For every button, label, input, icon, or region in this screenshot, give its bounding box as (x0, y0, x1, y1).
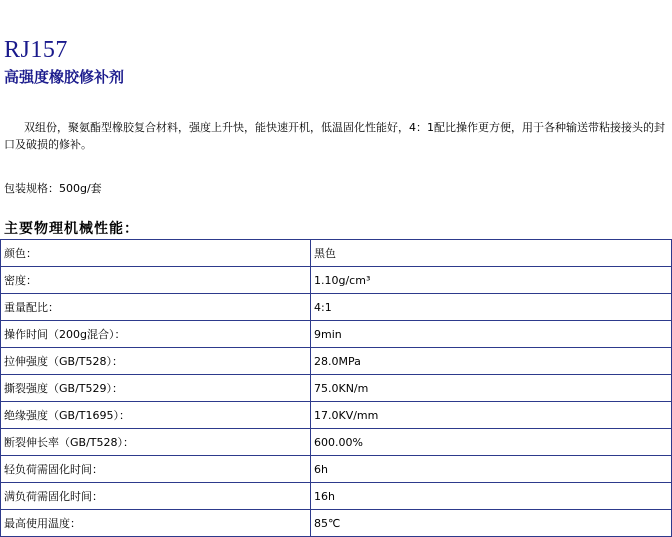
property-value: 9min (311, 321, 672, 348)
product-description-block (4, 119, 670, 153)
property-label: 颜色： (1, 240, 311, 267)
property-value: 6h (311, 456, 672, 483)
properties-table (0, 239, 672, 537)
property-value: 600.00% (311, 429, 672, 456)
table-row (1, 375, 672, 402)
property-label: 拉伸强度（GB/T528）： (1, 348, 311, 375)
property-label: 轻负荷需固化时间： (1, 456, 311, 483)
property-label: 密度： (1, 267, 311, 294)
property-label: 最高使用温度： (1, 510, 311, 537)
property-label: 操作时间（200g混合）： (1, 321, 311, 348)
table-row (1, 402, 672, 429)
table-row (1, 267, 672, 294)
property-label: 绝缘强度（GB/T1695）： (1, 402, 311, 429)
table-row (1, 321, 672, 348)
property-label: 断裂伸长率（GB/T528）： (1, 429, 311, 456)
property-value: 4:1 (311, 294, 672, 321)
table-row (1, 348, 672, 375)
property-value: 16h (311, 483, 672, 510)
section-title: 主要物理机械性能： (4, 221, 139, 237)
property-label: 撕裂强度（GB/T529）： (1, 375, 311, 402)
property-value: 85℃ (311, 510, 672, 537)
property-value: 黑色 (311, 240, 672, 267)
property-label: 满负荷需固化时间： (1, 483, 311, 510)
property-value: 28.0MPa (311, 348, 672, 375)
property-value: 75.0KN/m (311, 375, 672, 402)
table-row (1, 483, 672, 510)
product-description: 双组份，聚氨酯型橡胶复合材料，强度上升快，能快速开机，低温固化性能好，4：1配比操作更方便，用于各种输送带粘接接头的封口及破损的修补。 (4, 121, 665, 151)
table-row (1, 429, 672, 456)
product-name: 高强度橡胶修补剂 (4, 68, 125, 86)
property-value: 17.0KV/mm (311, 402, 672, 429)
packaging-spec: 包装规格：500g/套 (4, 182, 102, 195)
property-value: 1.10g/cm³ (311, 267, 672, 294)
table-row (1, 456, 672, 483)
table-row (1, 510, 672, 537)
property-label: 重量配比： (1, 294, 311, 321)
table-row (1, 294, 672, 321)
table-row (1, 240, 672, 267)
product-code: RJ157 (4, 37, 68, 63)
